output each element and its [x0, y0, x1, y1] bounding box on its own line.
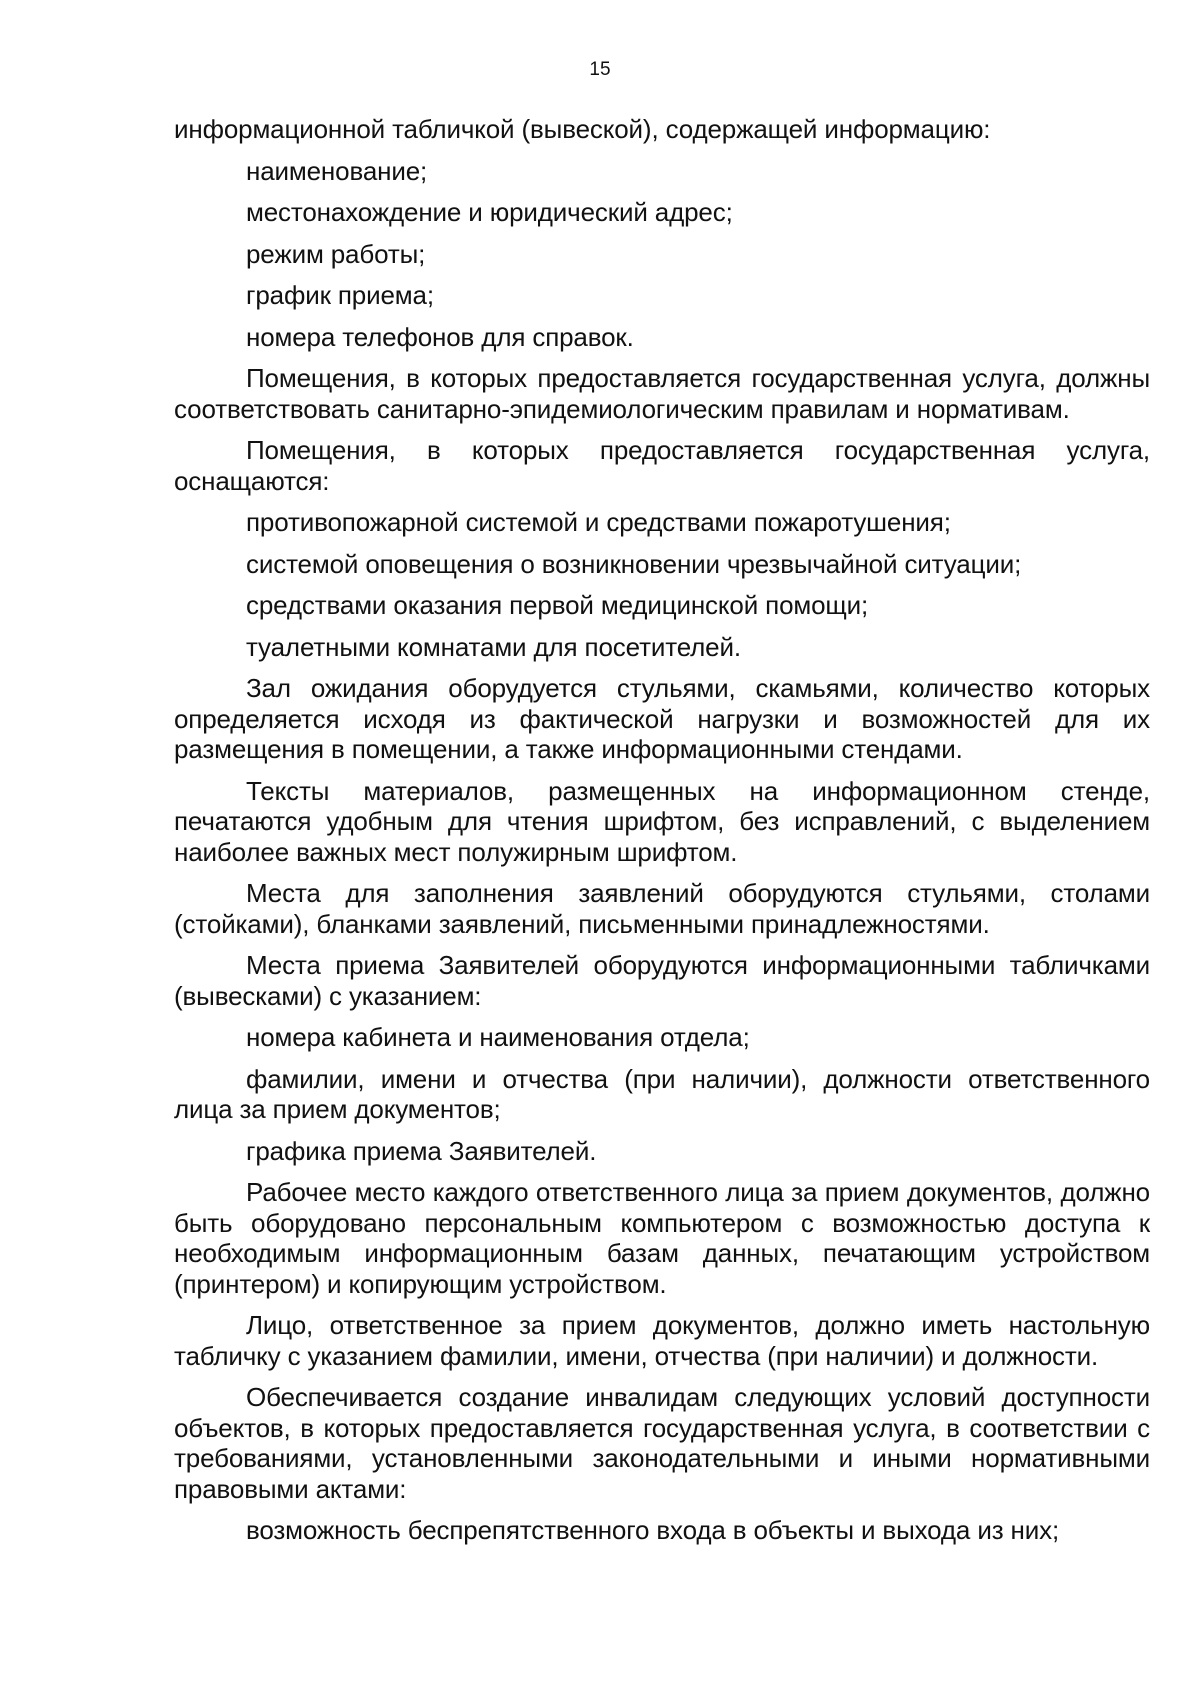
paragraph: Лицо, ответственное за прием документов, должно иметь настольную табличку с указанием фамилии, имени, отчества (при наличии) и должности. — [174, 1310, 1150, 1371]
list-item: местонахождение и юридический адрес; — [246, 197, 733, 227]
page-number: 15 — [589, 59, 611, 80]
list-item: номера телефонов для справок. — [246, 321, 634, 352]
paragraph: Тексты материалов, размещенных на информационном стенде, печатаются удобным для чтения шрифтом, без исправлений, с выделением наиболее важных мест полужирным шрифтом. — [174, 775, 1150, 867]
document-body — [174, 114, 1150, 1546]
paragraph: Помещения, в которых предоставляется государственная услуга, должны соответствовать санитарно-эпидемиологическим правилам и нормативам. — [174, 363, 1150, 424]
paragraph: Обеспечивается создание инвалидам следующих условий доступности объектов, в которых предоставляется государственная услуга, в соответствии с требованиями, установленными законодательными и иными нормативными правовыми актами: — [174, 1382, 1150, 1504]
list-item: системой оповещения о возникновении чрезвычайной ситуации; — [246, 548, 1022, 579]
list-item: туалетными комнатами для посетителей. — [246, 631, 741, 662]
list-item: наименование; — [246, 155, 428, 186]
paragraph: Места приема Заявителей оборудуются информационными табличками (вывесками) с указанием: — [174, 950, 1150, 1011]
paragraph: Места для заполнения заявлений оборудуются стульями, столами (стойками), бланками заявлений, письменными принадлежностями. — [174, 878, 1150, 939]
list-item: график приема; — [246, 280, 434, 310]
list-item: графика приема Заявителей. — [246, 1135, 597, 1166]
list-item: номера кабинета и наименования отдела; — [246, 1022, 750, 1052]
paragraph: Рабочее место каждого ответственного лица за прием документов, должно быть оборудовано персональным компьютером с возможностью доступа к необходимым информационным базам данных, печатающим устройством (принтером) и копирующим устройством. — [174, 1177, 1150, 1299]
list-item: средствами оказания первой медицинской помощи; — [246, 590, 869, 620]
list-item: противопожарной системой и средствами пожаротушения; — [246, 507, 951, 537]
paragraph: информационной табличкой (вывеской), содержащей информацию: — [174, 114, 991, 144]
list-item: режим работы; — [246, 238, 426, 269]
paragraph: Зал ожидания оборудуется стульями, скамьями, количество которых определяется исходя из фактической нагрузки и возможностей для их размещения в помещении, а также информационными стендами. — [174, 673, 1150, 764]
list-item: фамилии, имени и отчества (при наличии), должности ответственного лица за прием документов; — [174, 1063, 1150, 1124]
paragraph: Помещения, в которых предоставляется государственная услуга, оснащаются: — [174, 435, 1150, 496]
list-item: возможность беспрепятственного входа в объекты и выхода из них; — [246, 1515, 1060, 1545]
